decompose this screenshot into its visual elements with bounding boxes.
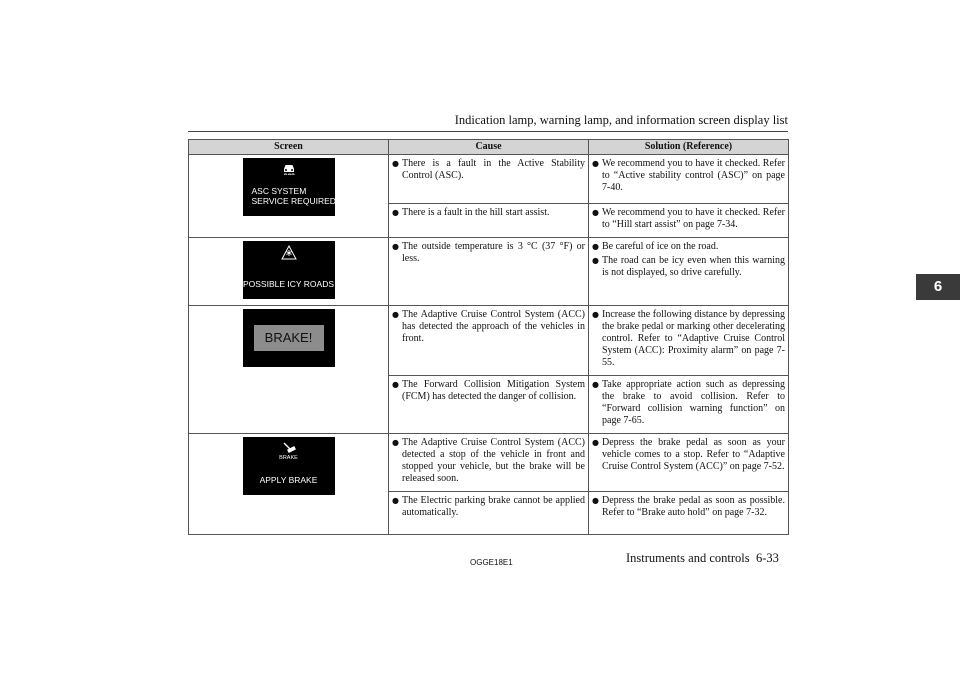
solution-text: Be careful of ice on the road.: [602, 241, 719, 252]
cause-text: The Adaptive Cruise Control System (ACC) detected a stop of the vehicle in front and stopped your vehicle, but the brake will be released soon.: [402, 437, 585, 484]
bullet-icon: ●: [392, 208, 399, 217]
running-header: Indication lamp, warning lamp, and information screen display list: [454, 113, 788, 127]
bullet-icon: ●: [392, 496, 399, 505]
bullet-icon: ●: [592, 380, 599, 389]
solution-text: The road can be icy even when this warning is not displayed, so drive carefully.: [602, 255, 785, 278]
asc-display-line1: ASC SYSTEM: [251, 186, 307, 196]
bullet-icon: ●: [592, 310, 599, 319]
solution-cell: [589, 376, 789, 434]
header-cause: Cause: [389, 140, 589, 155]
header-rule: [188, 131, 788, 132]
cause-cell: [389, 306, 589, 376]
solution-cell: [589, 155, 789, 204]
cause-cell: [389, 155, 589, 204]
cause-cell: [389, 238, 589, 306]
header-solution: Solution (Reference): [589, 140, 789, 155]
solution-cell: [589, 492, 789, 535]
bullet-icon: ●: [392, 159, 399, 168]
solution-text: Take appropriate action such as depressing the brake to avoid collision. Refer to “Forward collision warning function” on page 7-65.: [602, 379, 785, 426]
solution-text: We recommend you to have it checked. Refer to “Active stability control (ASC)” on page 7-40.: [602, 158, 785, 193]
icy-road-icon: [243, 245, 335, 264]
solution-cell: [589, 306, 789, 376]
solution-text: Depress the brake pedal as soon as your vehicle comes to a stop. Refer to “Adaptive Cruise Control System (ACC)” on page 7-52.: [602, 437, 785, 472]
cause-text: The Forward Collision Mitigation System (FCM) has detected the danger of collision.: [402, 379, 585, 402]
table-row: [189, 306, 789, 376]
screen-cell: [189, 155, 389, 238]
cause-text: There is a fault in the Active Stability Control (ASC).: [402, 158, 585, 181]
screen-cell: [189, 238, 389, 306]
bullet-icon: ●: [392, 380, 399, 389]
cause-text: There is a fault in the hill start assist.: [402, 207, 550, 218]
table-header-row: [189, 140, 789, 155]
display-list-table: [188, 139, 789, 535]
bullet-icon: ●: [392, 310, 399, 319]
bullet-icon: ●: [392, 438, 399, 447]
cause-cell: [389, 434, 589, 492]
chapter-tab: 6: [916, 274, 960, 300]
screen-cell: [189, 306, 389, 434]
icy-roads-display-text: POSSIBLE ICY ROADS: [242, 279, 334, 289]
icy-roads-display: [243, 241, 335, 299]
bullet-icon: ●: [592, 438, 599, 447]
screen-cell: [189, 434, 389, 535]
solution-text: Depress the brake pedal as soon as possible. Refer to “Brake auto hold” on page 7-32.: [602, 495, 785, 518]
solution-text: We recommend you to have it checked. Refer to “Hill start assist” on page 7-34.: [602, 207, 785, 230]
apply-brake-display-text: APPLY BRAKE: [259, 475, 318, 485]
asc-display: [243, 158, 335, 216]
cause-cell: [389, 492, 589, 535]
apply-brake-display: [243, 437, 335, 495]
bullet-icon: ●: [592, 242, 599, 251]
solution-cell: [589, 238, 789, 306]
document-code: OGGE18E1: [470, 558, 513, 567]
cause-text: The outside temperature is 3 °C (37 °F) or less.: [402, 241, 585, 264]
cause-text: The Adaptive Cruise Control System (ACC) has detected the approach of the vehicles in front.: [402, 309, 585, 344]
bullet-icon: ●: [592, 159, 599, 168]
footer-section-title: Instruments and controls: [626, 551, 750, 565]
cause-cell: [389, 376, 589, 434]
bullet-icon: ●: [592, 496, 599, 505]
solution-cell: [589, 204, 789, 238]
brake-pedal-label: BRAKE: [279, 455, 298, 461]
brake-warning-display: [243, 309, 335, 367]
brake-pedal-icon: [243, 441, 335, 456]
table-row: [189, 238, 789, 306]
solution-cell: [589, 434, 789, 492]
bullet-icon: ●: [392, 242, 399, 251]
page-number: 6-33: [756, 551, 779, 565]
asc-display-line2: SERVICE REQUIRED: [251, 196, 336, 206]
header-screen: Screen: [189, 140, 389, 155]
bullet-icon: ●: [592, 208, 599, 217]
asc-icon: [243, 162, 335, 179]
table-row: [189, 155, 789, 204]
bullet-icon: ●: [592, 256, 599, 265]
brake-warning-text: BRAKE!: [254, 325, 324, 351]
cause-text: The Electric parking brake cannot be applied automatically.: [402, 495, 585, 518]
solution-text: Increase the following distance by depressing the brake pedal or marking other decelerating control. Refer to “Adaptive Cruise Control System (ACC): Proximity alarm” on page 7-55.: [602, 309, 785, 368]
cause-cell: [389, 204, 589, 238]
table-row: [189, 434, 789, 492]
